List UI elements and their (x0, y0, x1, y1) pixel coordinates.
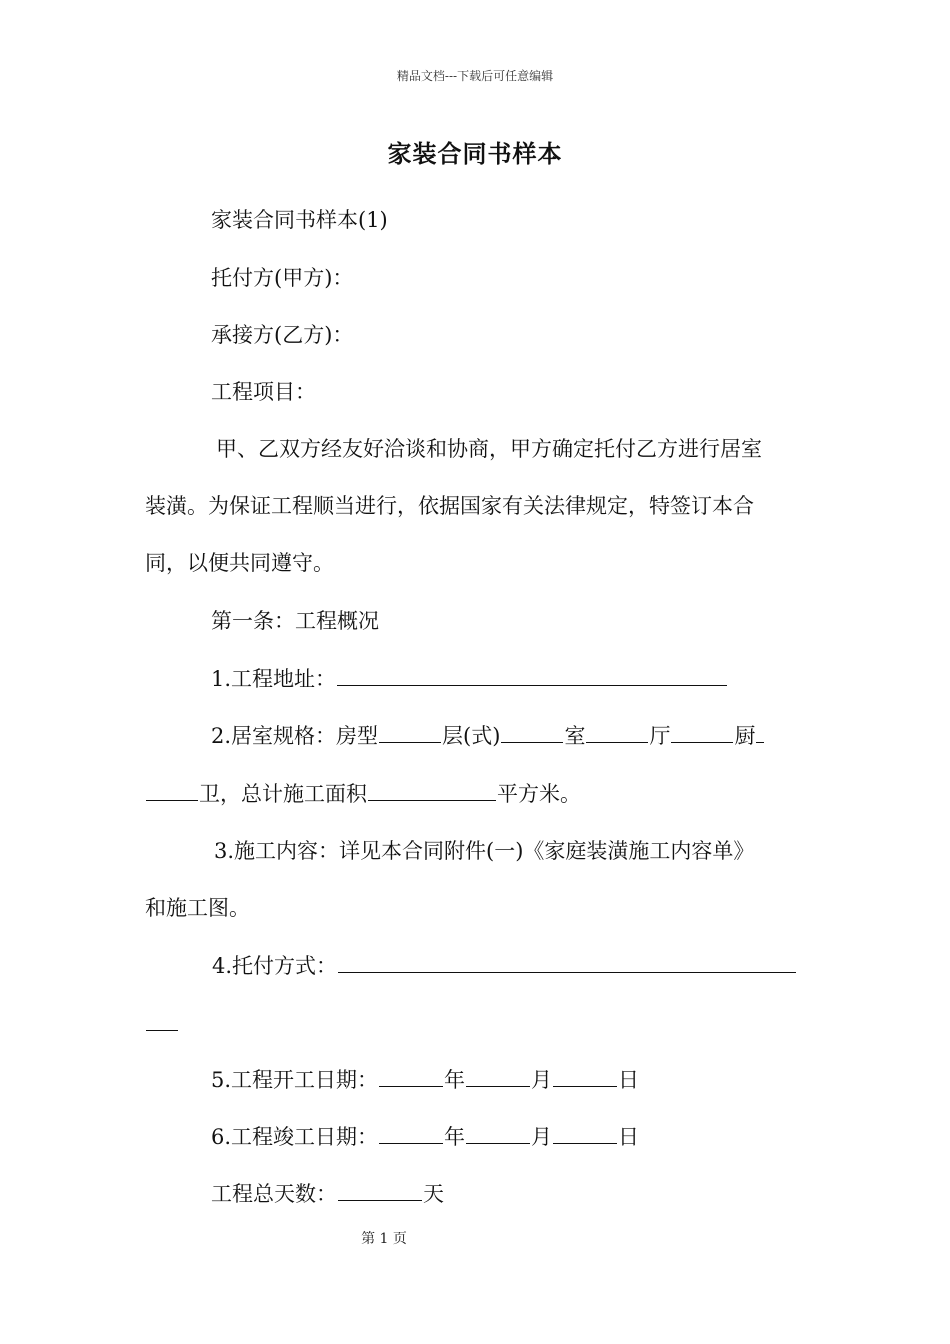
intro-line-1: 甲、乙双方经友好洽谈和协商，甲方确定托付乙方进行居室 (216, 437, 762, 461)
method-blank (338, 950, 796, 973)
method-blank-continued (146, 1008, 178, 1031)
start-month-blank (466, 1064, 530, 1087)
method-row (212, 950, 797, 981)
total-days-row (211, 1178, 444, 1209)
end-day-label: 日 (618, 1125, 640, 1149)
start-year-blank (379, 1064, 443, 1087)
document-title: 家装合同书样本 (387, 139, 563, 168)
page-header: 精品文档---下载后可任意编辑 (396, 69, 554, 83)
start-year-label: 年 (444, 1068, 466, 1092)
start-date-row (211, 1064, 639, 1095)
total-days-unit: 天 (423, 1182, 444, 1206)
spec-kitchen-label: 厨 (734, 724, 756, 748)
spec-label: 2.居室规格：房型 (211, 724, 379, 748)
end-date-row (211, 1121, 639, 1152)
end-month-blank (466, 1121, 530, 1144)
project-label: 工程项目： (211, 380, 316, 404)
start-day-blank (553, 1064, 617, 1087)
spec-bath-label: 卫，总计施工面积 (199, 782, 367, 806)
bath-blank (146, 778, 198, 801)
spec-hall-label: 厅 (649, 724, 671, 748)
spec-unit-label: 平方米。 (497, 782, 581, 806)
address-label: 1.工程地址： (211, 667, 337, 691)
end-day-blank (553, 1121, 617, 1144)
hall-blank (671, 720, 733, 743)
address-blank (337, 663, 727, 686)
kitchen-blank (756, 720, 764, 743)
method-label: 4.托付方式： (212, 954, 338, 978)
party-a-label: 托付方(甲方)： (211, 266, 354, 290)
spec-row (211, 720, 765, 751)
page-number: 第 1 页 (361, 1231, 407, 1247)
subtitle: 家装合同书样本(1) (211, 208, 388, 232)
method-row-2 (145, 1008, 179, 1039)
content-line-1: 3.施工内容：详见本合同附件(一)《家庭装潢施工内容单》 (214, 839, 755, 863)
party-b-label: 承接方(乙方)： (211, 323, 354, 347)
type-blank (379, 720, 441, 743)
article-1-heading: 第一条：工程概况 (211, 609, 379, 633)
intro-line-2: 装潢。为保证工程顺当进行，依据国家有关法律规定，特签订本合 (145, 494, 754, 518)
total-days-label: 工程总天数： (211, 1182, 337, 1206)
end-date-label: 6.工程竣工日期： (211, 1125, 379, 1149)
end-year-blank (379, 1121, 443, 1144)
total-days-blank (338, 1178, 422, 1201)
spec-room-label: 室 (564, 724, 586, 748)
end-month-label: 月 (531, 1125, 553, 1149)
start-date-label: 5.工程开工日期： (211, 1068, 379, 1092)
content-line-2: 和施工图。 (145, 896, 250, 920)
start-day-label: 日 (618, 1068, 640, 1092)
spec-floor-label: 层(式) (442, 724, 501, 748)
end-year-label: 年 (444, 1125, 466, 1149)
area-blank (368, 778, 496, 801)
start-month-label: 月 (531, 1068, 553, 1092)
intro-line-3: 同，以便共同遵守。 (145, 551, 334, 575)
room-blank (586, 720, 648, 743)
floor-blank (501, 720, 563, 743)
address-row (211, 663, 728, 694)
spec-row-2 (145, 778, 581, 809)
